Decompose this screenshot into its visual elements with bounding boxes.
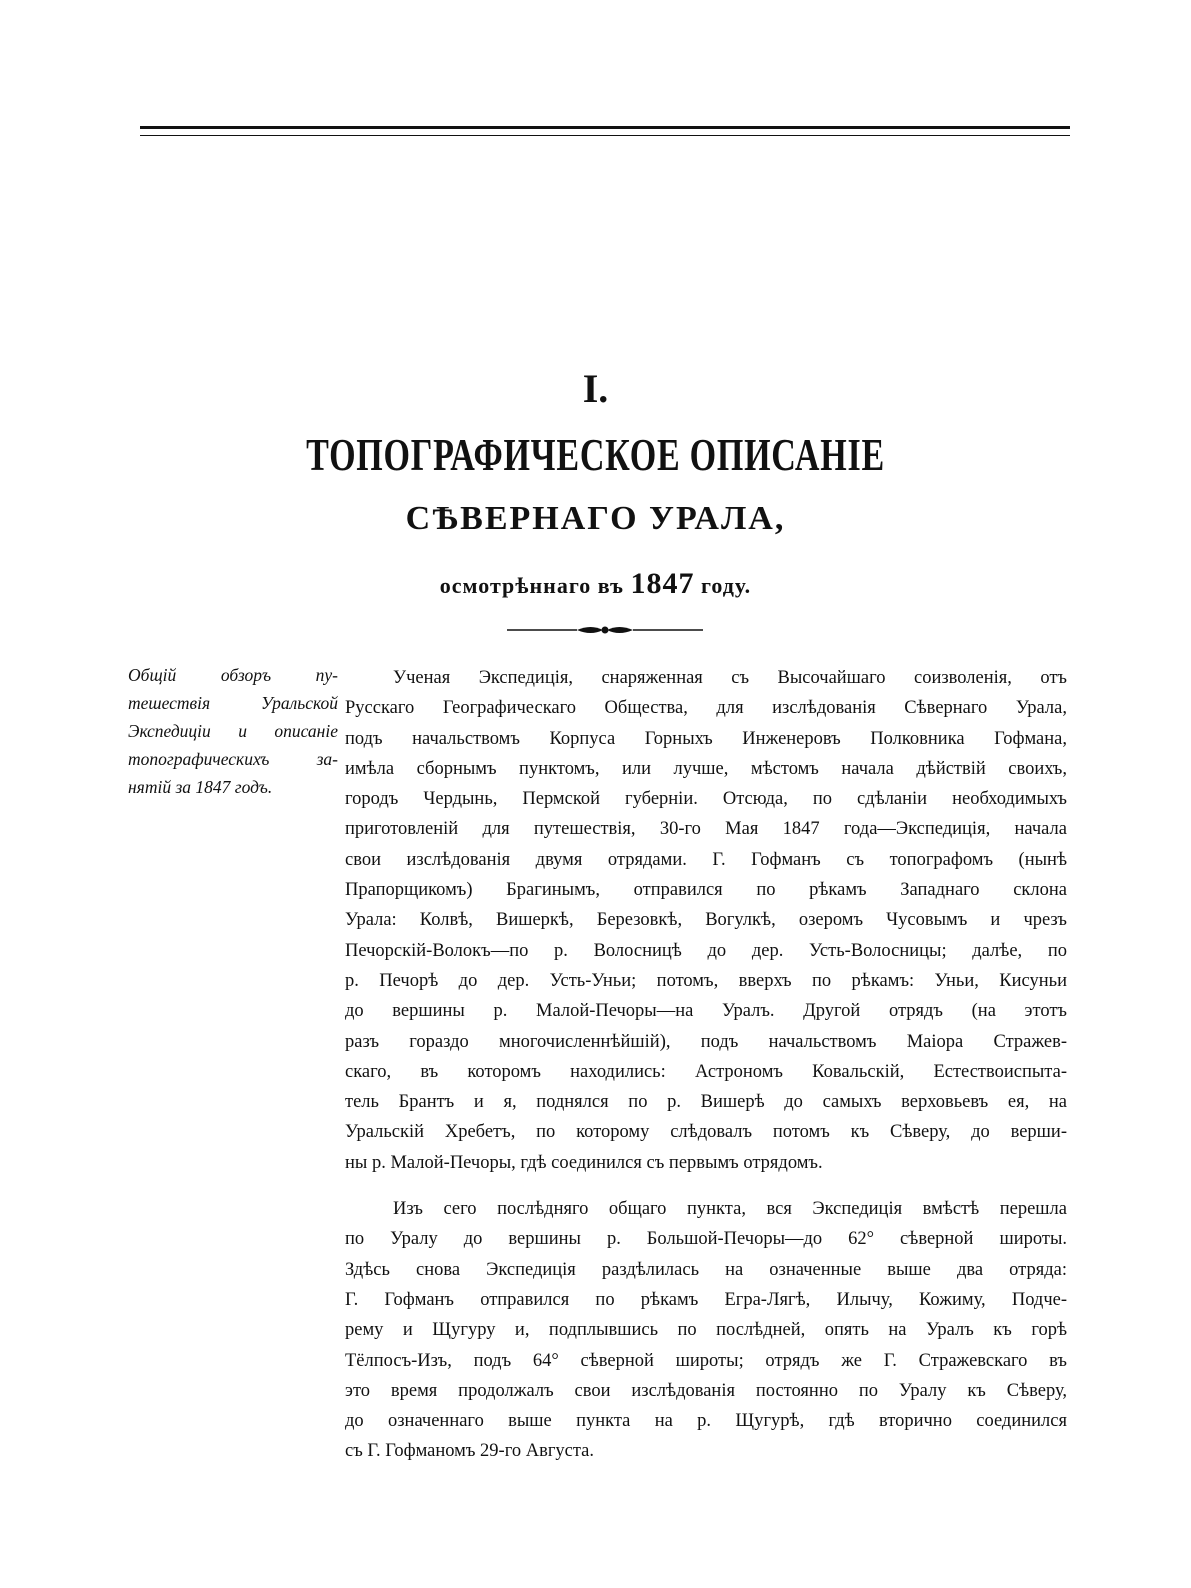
text-line: Печорскій-Волокъ—по р. Волосницѣ до дер. Усть-Волосницы; далѣе, по: [345, 940, 1067, 961]
text-line: ны р. Малой-Печоры, гдѣ соединился съ первымъ отрядомъ.: [345, 1152, 823, 1173]
text-line: Здѣсь снова Экспедиція раздѣлилась на означенные выше два отряда:: [345, 1259, 1067, 1280]
text-line: тель Брантъ и я, поднялся по р. Вишерѣ до самыхъ верховьевъ ея, на: [345, 1092, 1067, 1113]
paragraph-1: [345, 663, 1067, 1178]
margin-note-line: Общій обзоръ пу-: [128, 665, 338, 685]
text-line: съ Г. Гофманомъ 29-го Августа.: [345, 1441, 595, 1462]
paragraph-2: [345, 1194, 1067, 1467]
text-line: до вершины р. Малой-Печоры—на Уралъ. Другой отрядъ (на этотъ: [345, 1001, 1067, 1022]
margin-note-line: Экспедиціи и описаніе: [128, 721, 338, 741]
ornament-divider: [505, 618, 705, 642]
text-line: это время продолжалъ свои изслѣдованія постоянно по Уралу къ Сѣверу,: [345, 1380, 1067, 1401]
text-line: Изъ сего послѣдняго общаго пункта, вся Экспедиція вмѣстѣ перешла: [393, 1199, 1067, 1220]
text-line: подъ начальствомъ Корпуса Горныхъ Инженеровъ Полковника Гофмана,: [345, 728, 1067, 749]
text-line: приготовленій для путешествія, 30-го Мая 1847 года—Экспедиція, начала: [345, 819, 1067, 840]
chapter-title: ТОПОГРАФИЧЕСКОЕ ОПИСАНІЕ: [306, 429, 885, 480]
text-line: Г. Гофманъ отправился по рѣкамъ Егра-Лягѣ, Илычу, Кожиму, Подче-: [345, 1289, 1067, 1310]
text-line: по Уралу до вершины р. Большой-Печоры—до 62° сѣверной широты.: [345, 1229, 1067, 1250]
date-year: 1847: [630, 567, 695, 600]
text-line: Прапорщикомъ) Брагинымъ, отправился по рѣкамъ Западнаго склона: [345, 880, 1067, 901]
text-line: городъ Чердынь, Пермской губерніи. Отсюда, по сдѣланіи необходимыхъ: [345, 789, 1067, 810]
text-line: Урала: Колвѣ, Вишеркѣ, Березовкѣ, Вогулкѣ, озеромъ Чусовымъ и чрезъ: [345, 910, 1067, 931]
margin-note-line: топографическихъ за-: [128, 749, 338, 769]
text-line: свои изслѣдованія двумя отрядами. Г. Гофманъ съ топографомъ (нынѣ: [345, 849, 1067, 870]
margin-note-line: нятій за 1847 годъ.: [128, 777, 273, 797]
chapter-date-line: [0, 567, 1191, 601]
text-line: Ученая Экспедиція, снаряженная съ Высочайшаго соизволенія, отъ: [393, 668, 1067, 688]
text-line: скаго, въ которомъ находились: Астрономъ Ковальскій, Естествоиспыта-: [345, 1061, 1067, 1082]
text-line: имѣла сборнымъ пунктомъ, или лучше, мѣстомъ начала дѣйствій своихъ,: [345, 758, 1067, 779]
date-prefix: осмотрѣннаго въ: [439, 573, 624, 598]
text-line: р. Печорѣ до дер. Усть-Уньи; потомъ, вверхъ по рѣкамъ: Уньи, Кисуньи: [345, 970, 1067, 991]
text-line: Тёлпосъ-Изъ, подъ 64° сѣверной широты; отрядъ же Г. Стражевскаго въ: [345, 1350, 1067, 1371]
margin-note-line: тешествія Уральской: [128, 693, 338, 713]
date-suffix: году.: [700, 573, 752, 598]
text-line: Русскаго Географическаго Общества, для изслѣдованія Сѣвернаго Урала,: [345, 698, 1067, 719]
text-line: рему и Щугуру и, подплывшись по послѣдней, опять на Уралъ къ горѣ: [345, 1320, 1067, 1341]
text-line: до означеннаго выше пункта на р. Щугурѣ, гдѣ вторично соединился: [345, 1411, 1067, 1432]
chapter-subtitle: СѢВЕРНАГО УРАЛА,: [405, 500, 786, 537]
top-double-rule: [140, 126, 1070, 136]
text-line: разъ гораздо многочисленнѣйшій), подъ начальствомъ Маіора Стражев-: [345, 1031, 1067, 1052]
margin-note: [128, 661, 338, 801]
body-text: [345, 663, 1067, 1467]
text-line: Уральскій Хребетъ, по которому слѣдовалъ потомъ къ Сѣверу, до верши-: [345, 1122, 1067, 1143]
section-number: I.: [582, 366, 609, 411]
